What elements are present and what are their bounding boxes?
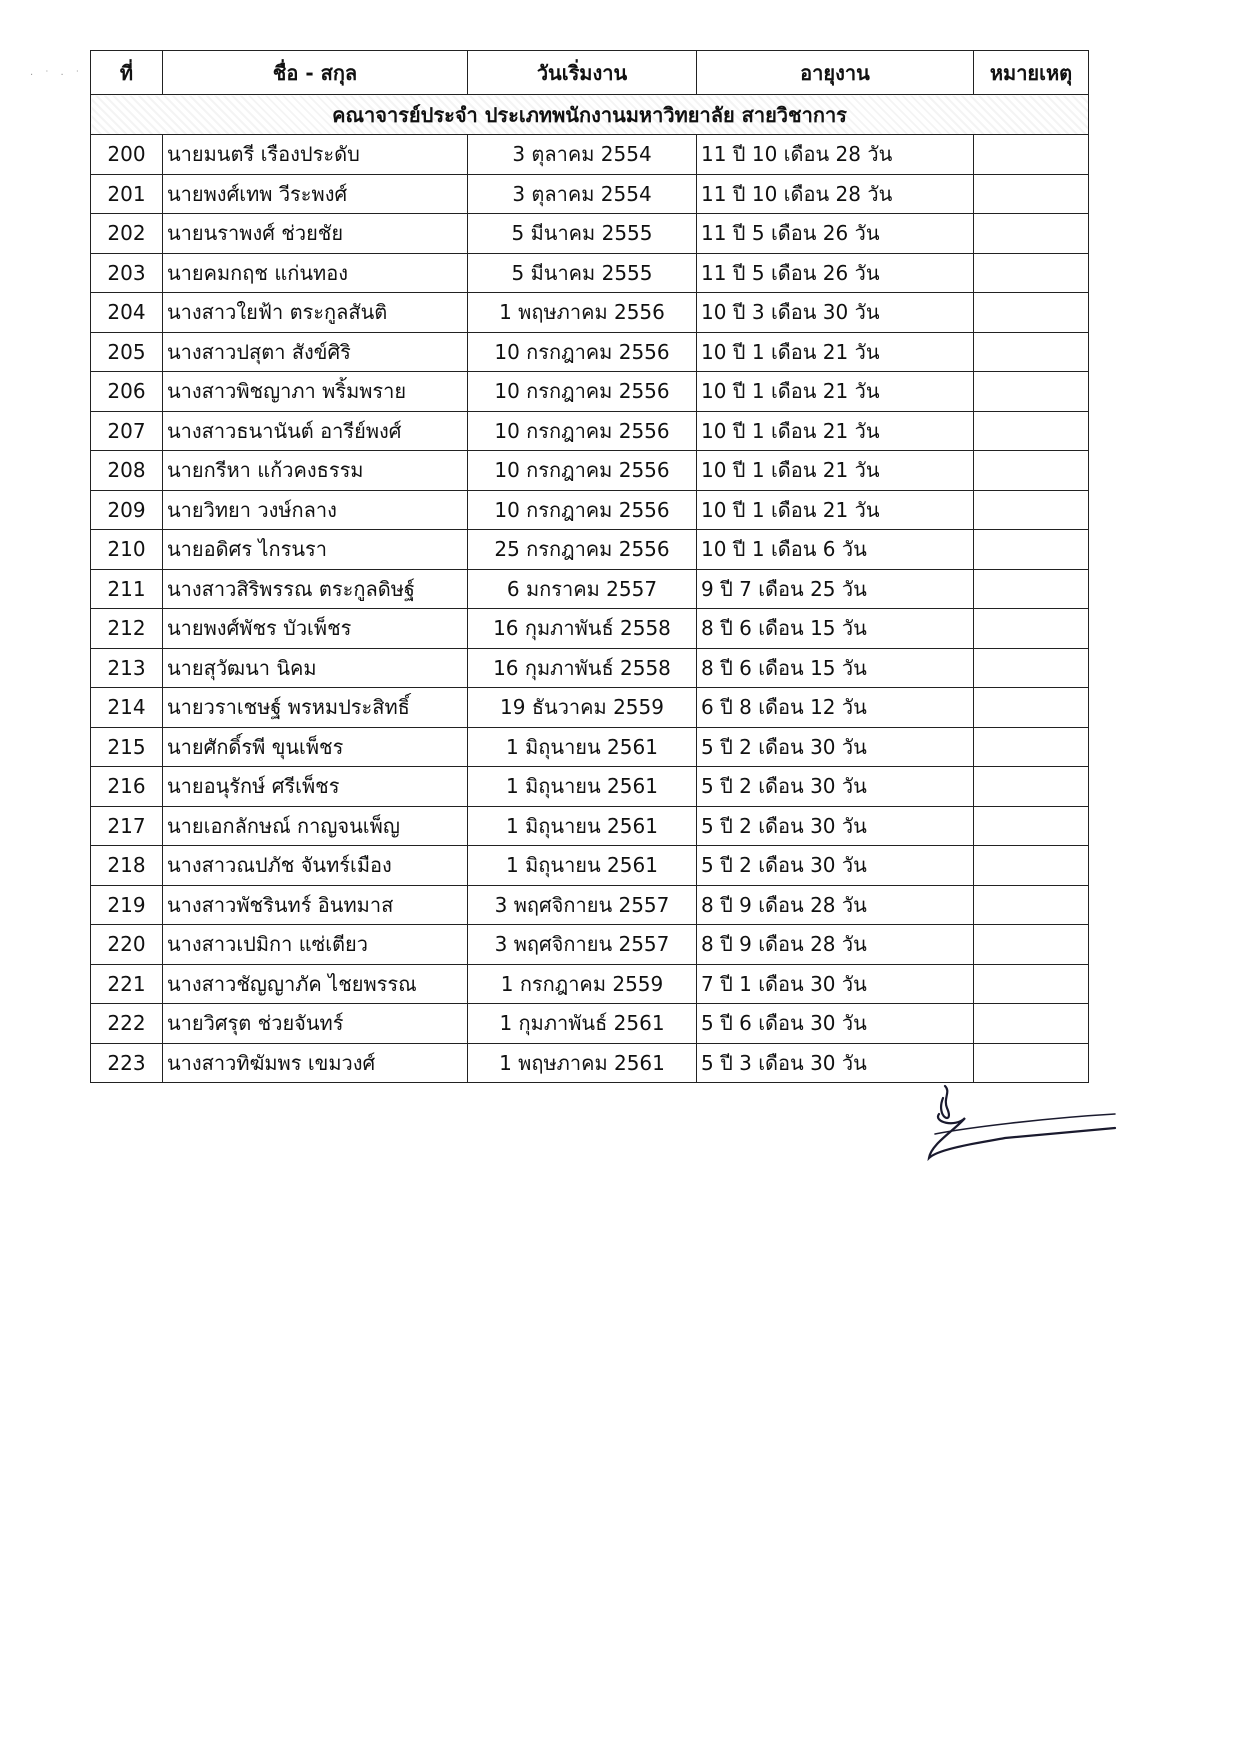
table-row — [91, 253, 1089, 293]
table-row — [91, 293, 1089, 333]
row-remarks — [974, 609, 1089, 649]
row-number: 220 — [91, 925, 163, 965]
row-number: 206 — [91, 372, 163, 412]
row-remarks — [974, 214, 1089, 254]
row-start-date: 1 กุมภาพันธ์ 2561 — [468, 1004, 697, 1044]
row-name: นางสาวณปภัช จันทร์เมือง — [163, 846, 468, 886]
row-remarks — [974, 1043, 1089, 1083]
table-row — [91, 569, 1089, 609]
row-number: 217 — [91, 806, 163, 846]
row-tenure: 5 ปี 2 เดือน 30 วัน — [697, 767, 974, 807]
row-remarks — [974, 806, 1089, 846]
row-remarks — [974, 490, 1089, 530]
row-tenure: 8 ปี 9 เดือน 28 วัน — [697, 925, 974, 965]
row-name: นายนราพงศ์ ช่วยชัย — [163, 214, 468, 254]
row-remarks — [974, 964, 1089, 1004]
table-row — [91, 885, 1089, 925]
row-number: 213 — [91, 648, 163, 688]
row-start-date: 5 มีนาคม 2555 — [468, 253, 697, 293]
row-remarks — [974, 925, 1089, 965]
row-tenure: 10 ปี 1 เดือน 21 วัน — [697, 451, 974, 491]
row-remarks — [974, 885, 1089, 925]
row-remarks — [974, 648, 1089, 688]
row-number: 223 — [91, 1043, 163, 1083]
row-tenure: 9 ปี 7 เดือน 25 วัน — [697, 569, 974, 609]
table-row — [91, 648, 1089, 688]
table-header-row — [91, 51, 1089, 95]
row-tenure: 8 ปี 6 เดือน 15 วัน — [697, 648, 974, 688]
row-tenure: 8 ปี 6 เดือน 15 วัน — [697, 609, 974, 649]
row-remarks — [974, 1004, 1089, 1044]
row-tenure: 10 ปี 1 เดือน 6 วัน — [697, 530, 974, 570]
row-number: 204 — [91, 293, 163, 333]
table-row — [91, 964, 1089, 1004]
row-start-date: 3 พฤศจิกายน 2557 — [468, 885, 697, 925]
row-name: นางสาวพัชรินทร์ อินทมาส — [163, 885, 468, 925]
row-name: นางสาวเปมิกา แซ่เตียว — [163, 925, 468, 965]
row-start-date: 3 ตุลาคม 2554 — [468, 174, 697, 214]
row-start-date: 1 มิถุนายน 2561 — [468, 727, 697, 767]
row-remarks — [974, 569, 1089, 609]
row-start-date: 10 กรกฎาคม 2556 — [468, 372, 697, 412]
row-start-date: 5 มีนาคม 2555 — [468, 214, 697, 254]
table-row — [91, 727, 1089, 767]
table-row — [91, 451, 1089, 491]
table-row — [91, 530, 1089, 570]
section-title: คณาจารย์ประจำ ประเภทพนักงานมหาวิทยาลัย สายวิชาการ — [91, 95, 1089, 135]
row-number: 207 — [91, 411, 163, 451]
row-start-date: 1 มิถุนายน 2561 — [468, 767, 697, 807]
table-row — [91, 767, 1089, 807]
header-name: ชื่อ - สกุล — [163, 51, 468, 95]
row-remarks — [974, 530, 1089, 570]
row-number: 205 — [91, 332, 163, 372]
table-row — [91, 411, 1089, 451]
row-remarks — [974, 411, 1089, 451]
table-row — [91, 372, 1089, 412]
table-row — [91, 135, 1089, 175]
header-tenure: อายุงาน — [697, 51, 974, 95]
row-number: 211 — [91, 569, 163, 609]
row-number: 214 — [91, 688, 163, 728]
row-start-date: 10 กรกฎาคม 2556 — [468, 451, 697, 491]
staff-tenure-table — [90, 50, 1089, 1083]
row-start-date: 3 พฤศจิกายน 2557 — [468, 925, 697, 965]
section-row — [91, 95, 1089, 135]
row-tenure: 10 ปี 1 เดือน 21 วัน — [697, 372, 974, 412]
table-row — [91, 925, 1089, 965]
row-name: นางสาวใยฟ้า ตระกูลสันติ — [163, 293, 468, 333]
table-row — [91, 806, 1089, 846]
row-tenure: 11 ปี 5 เดือน 26 วัน — [697, 253, 974, 293]
row-start-date: 25 กรกฎาคม 2556 — [468, 530, 697, 570]
row-start-date: 1 มิถุนายน 2561 — [468, 846, 697, 886]
row-name: นายเอกลักษณ์ กาญจนเพ็ญ — [163, 806, 468, 846]
row-tenure: 11 ปี 5 เดือน 26 วัน — [697, 214, 974, 254]
row-name: นายศักดิ์รพี ขุนเพ็ชร — [163, 727, 468, 767]
header-no: ที่ — [91, 51, 163, 95]
row-name: นายวิศรุต ช่วยจันทร์ — [163, 1004, 468, 1044]
row-tenure: 10 ปี 1 เดือน 21 วัน — [697, 332, 974, 372]
table-row — [91, 1004, 1089, 1044]
row-start-date: 10 กรกฎาคม 2556 — [468, 411, 697, 451]
row-start-date: 3 ตุลาคม 2554 — [468, 135, 697, 175]
row-name: นายอดิศร ไกรนรา — [163, 530, 468, 570]
row-tenure: 5 ปี 2 เดือน 30 วัน — [697, 727, 974, 767]
row-start-date: 1 กรกฎาคม 2559 — [468, 964, 697, 1004]
table-row — [91, 214, 1089, 254]
row-number: 212 — [91, 609, 163, 649]
table-row — [91, 688, 1089, 728]
row-number: 221 — [91, 964, 163, 1004]
row-tenure: 5 ปี 2 เดือน 30 วัน — [697, 846, 974, 886]
signature-mark — [925, 1078, 1125, 1188]
table-row — [91, 332, 1089, 372]
table-row — [91, 490, 1089, 530]
scan-noise: · ˙ · ˙ — [30, 70, 84, 81]
row-name: นายวราเชษฐ์ พรหมประสิทธิ์ — [163, 688, 468, 728]
row-tenure: 10 ปี 1 เดือน 21 วัน — [697, 490, 974, 530]
row-name: นายสุวัฒนา นิคม — [163, 648, 468, 688]
row-number: 215 — [91, 727, 163, 767]
row-tenure: 11 ปี 10 เดือน 28 วัน — [697, 135, 974, 175]
table-row — [91, 174, 1089, 214]
row-name: นายวิทยา วงษ์กลาง — [163, 490, 468, 530]
header-start-date: วันเริ่มงาน — [468, 51, 697, 95]
row-name: นางสาวสิริพรรณ ตระกูลดิษฐ์ — [163, 569, 468, 609]
row-remarks — [974, 332, 1089, 372]
row-remarks — [974, 293, 1089, 333]
row-name: นางสาวธนานันต์ อารีย์พงศ์ — [163, 411, 468, 451]
row-remarks — [974, 727, 1089, 767]
row-tenure: 5 ปี 6 เดือน 30 วัน — [697, 1004, 974, 1044]
row-number: 209 — [91, 490, 163, 530]
row-remarks — [974, 372, 1089, 412]
row-start-date: 6 มกราคม 2557 — [468, 569, 697, 609]
row-remarks — [974, 846, 1089, 886]
row-number: 203 — [91, 253, 163, 293]
row-start-date: 10 กรกฎาคม 2556 — [468, 490, 697, 530]
row-number: 201 — [91, 174, 163, 214]
row-name: นายคมกฤช แก่นทอง — [163, 253, 468, 293]
row-remarks — [974, 253, 1089, 293]
row-remarks — [974, 135, 1089, 175]
row-number: 200 — [91, 135, 163, 175]
row-remarks — [974, 451, 1089, 491]
row-number: 210 — [91, 530, 163, 570]
row-number: 208 — [91, 451, 163, 491]
row-start-date: 16 กุมภาพันธ์ 2558 — [468, 609, 697, 649]
row-tenure: 5 ปี 2 เดือน 30 วัน — [697, 806, 974, 846]
row-number: 202 — [91, 214, 163, 254]
row-number: 218 — [91, 846, 163, 886]
row-tenure: 10 ปี 3 เดือน 30 วัน — [697, 293, 974, 333]
row-tenure: 6 ปี 8 เดือน 12 วัน — [697, 688, 974, 728]
row-remarks — [974, 767, 1089, 807]
row-number: 222 — [91, 1004, 163, 1044]
row-start-date: 1 พฤษภาคม 2561 — [468, 1043, 697, 1083]
row-name: นายพงศ์เทพ วีระพงศ์ — [163, 174, 468, 214]
row-tenure: 7 ปี 1 เดือน 30 วัน — [697, 964, 974, 1004]
row-start-date: 1 พฤษภาคม 2556 — [468, 293, 697, 333]
table-row — [91, 609, 1089, 649]
table-row — [91, 846, 1089, 886]
header-remarks: หมายเหตุ — [974, 51, 1089, 95]
row-start-date: 16 กุมภาพันธ์ 2558 — [468, 648, 697, 688]
table-row — [91, 1043, 1089, 1083]
row-name: นายอนุรักษ์ ศรีเพ็ชร — [163, 767, 468, 807]
row-number: 216 — [91, 767, 163, 807]
row-name: นายมนตรี เรืองประดับ — [163, 135, 468, 175]
row-tenure: 8 ปี 9 เดือน 28 วัน — [697, 885, 974, 925]
row-remarks — [974, 688, 1089, 728]
row-name: นางสาวพิชญาภา พริ้มพราย — [163, 372, 468, 412]
row-tenure: 11 ปี 10 เดือน 28 วัน — [697, 174, 974, 214]
row-start-date: 19 ธันวาคม 2559 — [468, 688, 697, 728]
row-tenure: 5 ปี 3 เดือน 30 วัน — [697, 1043, 974, 1083]
row-tenure: 10 ปี 1 เดือน 21 วัน — [697, 411, 974, 451]
row-name: นายกรีหา แก้วคงธรรม — [163, 451, 468, 491]
row-name: นายพงศ์พัชร บัวเพ็ชร — [163, 609, 468, 649]
row-name: นางสาวปสุตา สังข์ศิริ — [163, 332, 468, 372]
row-name: นางสาวชัญญาภัค ไชยพรรณ — [163, 964, 468, 1004]
row-number: 219 — [91, 885, 163, 925]
row-remarks — [974, 174, 1089, 214]
row-name: นางสาวทิฆัมพร เขมวงศ์ — [163, 1043, 468, 1083]
row-start-date: 1 มิถุนายน 2561 — [468, 806, 697, 846]
row-start-date: 10 กรกฎาคม 2556 — [468, 332, 697, 372]
